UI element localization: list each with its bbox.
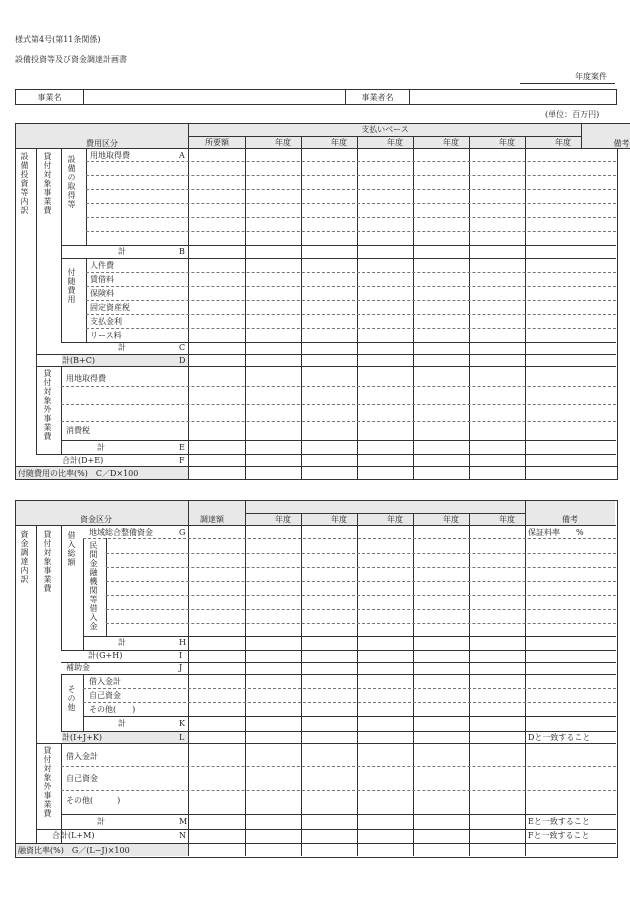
year-header-6: 年度 bbox=[526, 136, 582, 149]
operator-name-label: 事業者名 bbox=[346, 90, 410, 105]
t2-code-j: J bbox=[179, 663, 183, 672]
info-row bbox=[15, 89, 617, 105]
t1-code-c: C bbox=[179, 343, 186, 352]
t2-year-4: 年度 bbox=[443, 515, 459, 524]
t1-nonloan-group: 貸付対象外事業費 bbox=[43, 369, 52, 441]
t1-inc-4: 支払金利 bbox=[90, 317, 122, 326]
t1-incidental-group: 付随費用 bbox=[67, 268, 76, 304]
t2-sub-h: 計 bbox=[118, 638, 126, 647]
t1-equip-group: 設備の取得等 bbox=[67, 155, 76, 209]
t2-year-5: 年度 bbox=[499, 515, 515, 524]
t2-code-g: G bbox=[179, 528, 186, 537]
t2-code-i: I bbox=[179, 651, 183, 660]
t2-nonloan-group: 貸付対象外事業費 bbox=[43, 746, 52, 818]
t2-year-2: 年度 bbox=[331, 515, 347, 524]
t2-nl-1: 自己資金 bbox=[66, 774, 98, 783]
t2-subsidy: 補助金 bbox=[66, 663, 90, 672]
t1-code-b: B bbox=[179, 247, 185, 256]
t2-remarks-header: 備考 bbox=[562, 515, 578, 524]
operator-name-field[interactable] bbox=[410, 90, 617, 105]
t2-sum-gh: 計(G+H) bbox=[88, 651, 123, 660]
year-header-4: 年度 bbox=[414, 136, 470, 149]
t2-sub-m: 計 bbox=[97, 817, 105, 826]
year-header-1: 年度 bbox=[246, 136, 302, 149]
payment-basis-header: 支払いベース bbox=[189, 124, 582, 137]
t1-inc-5: リース料 bbox=[90, 331, 122, 340]
t1-code-d: D bbox=[179, 356, 186, 365]
remarks-header: 備考 bbox=[582, 124, 630, 149]
t2-other-group: その他 bbox=[67, 685, 76, 712]
t1-main-group: 設備投資等内訳 bbox=[20, 152, 29, 215]
t2-year-3: 年度 bbox=[387, 515, 403, 524]
t2-main-group: 資金調達内訳 bbox=[20, 530, 29, 584]
t2-code-k: K bbox=[179, 719, 185, 728]
t1-sub-b: 計 bbox=[118, 247, 126, 256]
year-header-3: 年度 bbox=[358, 136, 414, 149]
t2-code-h: H bbox=[179, 638, 186, 647]
fund-amount-header: 調達額 bbox=[200, 515, 224, 524]
t2-code-m: M bbox=[179, 817, 188, 826]
t1-nl-tax: 消費税 bbox=[66, 426, 90, 435]
t2-borrow-group: 借入総額 bbox=[67, 531, 76, 567]
t2-sub-k: 計 bbox=[118, 719, 126, 728]
t1-sub-e: 計 bbox=[97, 443, 105, 452]
t2-loan-group: 貸付対象事業費 bbox=[43, 530, 52, 593]
t1-loan-group: 貸付対象事業費 bbox=[43, 152, 52, 215]
year-header-5: 年度 bbox=[470, 136, 526, 149]
unit-label: (単位：百万円) bbox=[545, 110, 600, 119]
t1-sum-bc: 計(B+C) bbox=[62, 356, 95, 365]
t2-l-note: Dと一致すること bbox=[528, 733, 591, 742]
t1-inc-0: 人件費 bbox=[90, 261, 114, 270]
t2-other-0: 借入金計 bbox=[89, 677, 121, 686]
t1-nl-land: 用地取得費 bbox=[66, 374, 106, 383]
t1-land-label: 用地取得費 bbox=[90, 151, 130, 160]
business-name-label: 事業名 bbox=[16, 90, 84, 105]
t2-other-2: その他( ) bbox=[89, 705, 136, 714]
t1-inc-2: 保険料 bbox=[90, 289, 114, 298]
form-number: 様式第4号(第11条関係) bbox=[15, 35, 101, 44]
t2-sum-ijk: 計(I+J+K) bbox=[62, 733, 102, 742]
t1-inc-1: 賃借料 bbox=[90, 275, 114, 284]
t2-code-n: N bbox=[179, 831, 186, 840]
t2-ratio: 融資比率(%) G／(L−J)×100 bbox=[18, 846, 130, 855]
t2-m-note: Eと一致すること bbox=[528, 817, 590, 826]
t1-sub-c: 計 bbox=[118, 343, 126, 352]
required-amount-header: 所要額 bbox=[189, 136, 246, 149]
t1-code-f: F bbox=[179, 456, 185, 465]
t2-year-1: 年度 bbox=[275, 515, 291, 524]
t2-code-l: L bbox=[179, 733, 185, 742]
year-case-underline bbox=[520, 83, 615, 84]
document-title: 設備投資等及び資金調達計画書 bbox=[15, 55, 127, 64]
cost-category-header: 費用区分 bbox=[16, 124, 189, 149]
t1-ratio: 付随費用の比率(%) C／D×100 bbox=[18, 469, 139, 478]
t1-code-a: A bbox=[179, 151, 185, 160]
t2-nl-0: 借入金計 bbox=[66, 752, 98, 761]
year-header-2: 年度 bbox=[302, 136, 358, 149]
t1-code-e: E bbox=[179, 443, 185, 452]
t2-n-note: Fと一致すること bbox=[528, 831, 590, 840]
t2-regional: 地域総合整備資金 bbox=[89, 528, 153, 537]
t2-guarantee: 保証料率 % bbox=[528, 528, 584, 537]
t1-total-de: 合計(D+E) bbox=[62, 456, 104, 465]
t1-inc-3: 固定資産税 bbox=[90, 303, 130, 312]
fund-category-header: 資金区分 bbox=[80, 515, 112, 524]
t2-private-group: 民間金融機関等借入金 bbox=[89, 541, 98, 631]
t2-nl-2: その他( ) bbox=[66, 796, 121, 805]
t2-total-lm: 合計(L+M) bbox=[52, 831, 95, 840]
year-case: 年度案件 bbox=[575, 72, 607, 81]
business-name-field[interactable] bbox=[84, 90, 346, 105]
t2-other-1: 自己資金 bbox=[89, 691, 121, 700]
